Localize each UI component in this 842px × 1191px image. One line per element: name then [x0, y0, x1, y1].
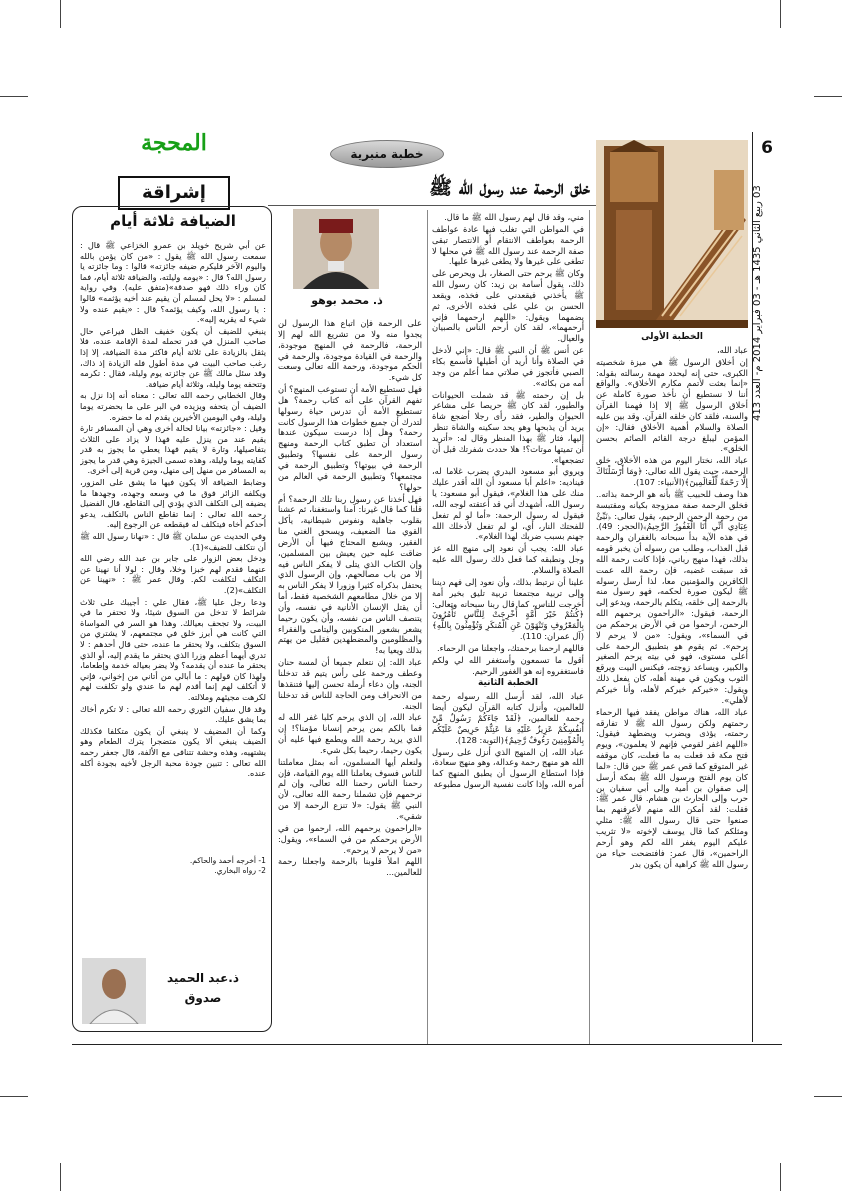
article-paragraph: على الرحمة فإن اتباع هذا الرسول لن يجدوا منه ولا من تشريع الله لهم إلا الرحمة، فالرحمة في المنهج موجودة، والرحمة في القيادة موجودة، والرحمة في الحكم موجودة، ورحمة الله تعالى وسعت كل شيء. — [278, 318, 422, 383]
column-name: إشراقة — [118, 176, 230, 210]
article-paragraph: هذا وصف للحبيب ﷺ بأنه هو الرحمة بذاته.. فخلق الرحمة صفة ممزوجة بكيانه ومقتبسة من رحمة الرحمن الرحيم، يقول تعالى: ﴿نَبِّئْ عِبَادِي أَنِّي أَنَا الْغَفُورُ الرَّحِيمُ﴾(الحجر: 49). في هذه الآية بدأ سبحانه بالغفران والرحمة قبل العذاب، وطلب من رسوله أن يخبر قومه بذلك، فهذا منهج رباني، فإذا كانت رحمة الله قد سبقت غضبه، فإن رحمة الله عمت الكافرين والمؤمنين معا، لذا أرسل رسوله ﷺ ليكون صورة لحكمه، فهو رسول منه بالرحمة إلى خلقه، يتكلم بالرحمة، ويدعو إلى الرحمة، فيقول: «الراحمون يرحمهم الله الرحمن، ارحموا من في الأرض يرحمكم من في السماء»، ويقول: «من لا يرحم لا يرحم». ثم يقوم هو بتطبيق الرحمة على أعلى مستوى، فهو في بيته يرحم الصغير والكبير، ويساعد زوجته، فيكنس البيت ويرقع الثوب ويكون في مهنة أهله، كان يفعل ذلك ويقول: «خيركم خيركم لأهله، وأنا خيركم لأهلي». — [596, 488, 748, 705]
sidebar-paragraph: وفي الحديث عن سلمان ﷺ قال : «نهانا رسول الله ﷺ أن نتكلف للضيف»(1). — [80, 531, 266, 552]
crop-mark — [60, 1163, 61, 1191]
article-paragraph: فهل تستطيع الأمة أن تستوعب المنهج؟ أن تفهم القرآن على أنه كتاب رحمة؟ هل تستطيع الأمة أن تدرس حياة رسولها لتدرك أن جميع خطوات هذا الرسول كانت رحمة؟ وهل إذا درست سيكون عندها استعداد أن تطبق كتاب الرحمة ومنهج رسول الرحمة على نفسها؟ وتطبيق الرحمة في بيوتها؟ وتطبيق الرحمة في مجتمعها؟ وتطبيق الرحمة في العالم من حولها؟ — [278, 384, 422, 492]
magazine-name: المحجة — [141, 130, 207, 156]
sidebar-paragraph: ودعا رجل عليا ﷺ، فقال علي : أجيبك على ثلاث شرائط لا تدخل من السوق شيئا، ولا تحتفر ما في البيت، ولا تجحف بعيالك. وهذا هو السر في المواساة التي كانت هي أبرز خلق في مجتمعهم، لا يشتري من السوق بتكلف، ولا يحتقر ما عنده، حتى قال أحدهم : لا تدري أيهما أعظم وزرا الذي يحتقر ما يقدم إليه، أو الذي يحتقر ما عنده أن يقدمه؟ ولا يضر بعياله خدمة وإطعاما، ولهذا كان قولهم : ما أبالي من أتاني من إخواني، فإني لا أتكلف لهم إنما أقدم لهم ما عندي ولو تكلفت لهم لكرهت مجيئهم وملالته. — [80, 596, 266, 702]
article-column-3 — [278, 318, 422, 1042]
article-paragraph: عباد الله، هناك مواطن يفقد فيها الرحماء رحمتهم ولكن رسول الله ﷺ لا تفارقه رحمته، يؤذى ويضرب ويضطهد فيقول: «اللهم اغفر لقومي فإنهم لا يعلمون»، ويوم فتح مكة قد فعلت به ما فعلت، كان موقفه غير المتوقع كما قص عمر ﷺ حين قال: «لما كان يوم الفتح ورسول الله ﷺ بمكة أرسل إلى صفوان بن أمية وإلى أبي سفيان بن حرب وإلى الحارث بن هشام. قال عمر ﷺ: فقلت: لقد أمكن الله منهم لأعرفنهم بما صنعوا حتى قال رسول الله ﷺ: مثلي ومثلكم كما قال يوسف لإخوته «لا تثريب عليكم اليوم يغفر الله لكم وهو أرحم الراحمين»، قال عمر: فافتضحت حياء من رسول الله ﷺ كراهية أن يكون بدر — [596, 706, 748, 869]
article-paragraph: عباد الله، لقد أرسل الله رسوله رحمة للعالمين، وأنزل كتابه القرآن ليكون أيضا رحمة للعالمين، ﴿لَقَدْ جَاءَكُمْ رَسُولٌ مِّنْ أَنفُسِكُمْ عَزِيزٌ عَلَيْهِ مَا عَنِتُّمْ حَرِيصٌ عَلَيْكُم بِالْمُؤْمِنِينَ رَءُوفٌ رَّحِيمٌ﴾(التوبة: 128). — [432, 691, 584, 745]
article-paragraph: عباد الله: يجب أن نعود إلى منهج الله عز وجل ونطبقه كما فعل ذلك رسول الله عليه الصلاة والسلام. — [432, 543, 584, 575]
minbar-image — [596, 140, 748, 328]
article-paragraph: وكان ﷺ يرحم حتى الصغار، بل ويحرص على ذلك، يقول أسامة بن زيد: كان رسول الله ﷺ يأخذني فيقعدني على فخذه، ويقعد الحسن بن علي على فخذه الأخرى، ثم يضمهما ويقول: «اللهم ارحمهما فإني أرحمهما»، لقد كان أرحم الناس بالصبيان والعيال. — [432, 268, 584, 344]
article-paragraph: أقول ما تسمعون وأستغفر الله لي ولكم فاستغفروه إنه هو الغفور الرحيم. — [432, 654, 584, 676]
article-paragraph: بل إن رحمته ﷺ قد شملت الحيوانات والطيور، لقد كان ﷺ حريصا على مشاعر الحيوان والطير، فقد رأى رجلا أضجع شاة يريد أن يذبحها وهو يحد سكينه والشاة تنظر إليها، فثار ﷺ بهذا المنظر وقال له: «أتريد أن تميتها موتات؟! هلا حددت شفرتك قبل أن تضجعها». — [432, 389, 584, 465]
article-paragraph: ولنعلم أيها المسلمون، أنه بمثل معاملتنا للناس فسوف يعاملنا الله يوم القيامة، فإن رحمنا الناس رحمنا الله تعالى، وإن لم نرحمهم فإن تشملنا رحمة الله تعالى، لأن النبي ﷺ يقول: «لا تنزع الرحمة إلا من شقي». — [278, 756, 422, 821]
article-paragraph: ويروي أبو مسعود البدري يضرب غلاما له، فيناديه: «اعلم أبا مسعود أن الله أقدر عليك منك على هذا الغلام»، فيقول أبو مسعود: يا رسول الله، أشهدك أني قد أعتقته لوجه الله، فيقول له رسول الرحمة: «أما لو لم تفعل للفحتك النار، أي، لو لم تفعل لأدخلك الله جهنم بسبب ضربك لهذا الغلام». — [432, 466, 584, 542]
article-paragraph: فهل أخذنا عن رسول ربنا تلك الرحمة؟ أم قلنا كما قال غيرنا: آمنا واستغفنا، ثم عشنا بقلوب جاهلية ونفوس شيطانية، يأكل القوي منا الضعيف، ويسحق الغني منا الفقير، ويشبع المحتاج فيها أن الأرض ضاقت عليه حين يعيش بين المسلمين، وإن الكتاب الذي يتلى لا يفكر الناس فيه إلا من باب مصالحهم، وإن الرسول الذي يحتفل بذكراه كثيرا وزورا لا يفكر الناس به إلا من خلال مطامعهم الشخصية فقط، أما أن يقتل الإنسان الأنانية في نفسه، وأن يتنصف الناس من نفسه، وأن يكون رحيما يشعر بشعور المنكوبين واليتامى والفقراء والمظلومين والمضطهدين فقليل من يهتم بذلك ويعيا به! — [278, 493, 422, 656]
page-number: 6 — [761, 138, 773, 158]
crop-mark — [814, 96, 842, 97]
sidebar-paragraph: وقال الخطابي رحمه الله تعالى : معناه أنه إذا نزل به الضيف أن يتحفه ويزيده في البر على ما بحضرته يوما وليلة، وفي اليومين الأخيرين يقدم له ما حضره. — [80, 390, 266, 422]
sidebar-paragraph: وكما أن المضيف لا ينبغي أن يكون متكلفا فكذلك الضيف ينبغي ألا يكون متضجرا يترك الطعام وهو يشتهيه، وهذه وحشة تتنافى مع الألفة، قال جعفر رحمه الله تعالى : تتبين جودة محبة الرجل لأخيه بجودة أكله عنده. — [80, 725, 266, 779]
article-paragraph: في المواطن التي تغلب فيها عادة عواطف الرحمة بعواطف الانتقام أو الانتصار تبقى صفة الرحمة عند رسول الله ﷺ في محلها لا تطغى على غيرها ولا يطغى غيرها عليها. — [432, 223, 584, 267]
article-paragraph: علينا أن نرتبط بذلك، وأن نعود إلى فهم ديننا وإلى تربية مجتمعنا تربية تليق بخير أمة أخرجت للناس، كما قال ربنا سبحانه وتعالى: ﴿كُنتُمْ خَيْرَ أُمَّةٍ أُخْرِجَتْ لِلنَّاسِ تَأْمُرُونَ بِالْمَعْرُوفِ وَتَنْهَوْنَ عَنِ الْمُنكَرِ وَتُؤْمِنُونَ بِاللَّهِ﴾(آل عمران: 110). — [432, 576, 584, 642]
article-subheading: الخطبة الأولى — [641, 332, 703, 342]
sidebar-footnotes — [80, 856, 266, 876]
sidebar-paragraph: ينبغي للضيف أن يكون خفيف الظل فيراعي حال صاحب المنزل في قدر تحمله لمدة الإقامة عنده، فلا يثقل بالزيادة على ثلاثة أيام فاكثر مدة الضيافة، إلا إذا رغب صاحب البيت في مدة أطول فله الزيادة إذ ذاك، وقد سئل مالك ﷺ عن جائزته يوم وليلة، فقال : تكرمه وتتحفه يوما وليلة، وثلاثة أيام ضيافة. — [80, 325, 266, 389]
writer-name — [148, 968, 258, 1008]
article-title: خلق الرحمة عند رسول الله ﷺ — [429, 177, 590, 199]
sidebar-paragraph: ودخل بعض الزوار على جابر بن عبد الله رضي الله عنهما فقدم لهم خبزا وخلا، وقال : لولا أنا نهينا عن التكلف لتكلفت لكم. وقال عمر ﷺ : «نهينا عن التكلف»(2). — [80, 553, 266, 595]
crop-mark — [780, 1163, 781, 1191]
article-column-1 — [596, 330, 748, 1042]
issue-date-line: 03 ربيع الثاني 1435 هـ - 03 فبراير 2014 م- العدد 413 — [752, 185, 763, 421]
section-badge: خطبة منبرية — [330, 140, 444, 168]
sidebar-body — [80, 240, 266, 852]
writer-photo — [82, 958, 146, 1024]
sidebar-title: الضيافة ثلاثة أيام — [110, 212, 236, 230]
crop-mark — [60, 0, 61, 28]
article-paragraph: عباد الله، — [716, 344, 748, 355]
article-paragraph: عباد الله، إن المنهج الذي أنزل على رسول الله هو منهج رحمة وعدالة، وهو منهج سعادة، فإذا استطاع الرسول أن يطبق المنهج كما أمره الله، وإذا كانت نفسية الرسول مطبوعة — [432, 746, 584, 790]
article-paragraph: مني، وقد قال لهم رسول الله ﷺ ما قال. — [444, 212, 584, 222]
title-rule — [268, 205, 596, 206]
article-paragraph: عباد الله، نختار اليوم من هذه الأخلاق، خلق الرحمة، حيث يقول الله تعالى: ﴿ومَا أَرْسَلْنَاكَ إِلَّا رَحْمَةً لِّلْعَالَمِينَ﴾(الأنبياء: 107). — [596, 455, 748, 487]
article-paragraph: عن أنس ﷺ أن النبي ﷺ قال: «إني لأدخل في الصلاة وأنا أريد أن أطيلها فأسمع بكاء الصبي فأتجوز في صلاتي مما أعلم من وجد أمه من بكائه». — [432, 345, 584, 388]
crop-mark — [780, 0, 781, 28]
author-label: ذ. محمد بوهو — [311, 294, 383, 307]
author-portrait — [293, 209, 379, 289]
sidebar-paragraph: وقد قال سفيان الثوري رحمه الله تعالى : لا تكرم أخاك بما يشق عليك. — [80, 703, 266, 725]
article-paragraph: إن أخلاق الرسول ﷺ هي ميزة شخصيته الكبرى، حتى إنه ليحدد مهمة رسالته بقوله: «إنما بعثت لأتمم مكارم الأخلاق». والواقع أننا لا نستطيع أن نأخذ صورة كاملة عن أخلاق الرسول ﷺ إلا إذا فهمنا القرآن والسنة، فلقد كان خلقه القرآن. وقد بين عليه الصلاة والسلام أهمية الأخلاق فقال: «إن المؤمن ليبلغ درجة القائم الصائم بحسن الخلق». — [596, 356, 748, 454]
article-paragraph: عباد الله: إن نتعلم جميعا أن لمسة حنان وعطف ورحمة على رأس يتيم قد تدخلنا الجنة، وإن دعاء أرملة تحسن إليها فتنقذها من الانحراف ومن الحاجة للناس قد تدخلنا الجنة. — [278, 657, 422, 711]
footnote: 2- رواه البخاري. — [214, 866, 266, 875]
crop-mark — [0, 96, 28, 97]
article-paragraph: اللهم املأ قلوبنا بالرحمة واجعلنا رحمة للعالمين... — [278, 856, 422, 878]
column-divider — [589, 210, 590, 1044]
article-paragraph: «الراحمون يرحمهم الله، ارحموا من في الأرض يرحمكم من في السماء»، ويقول: «من لا يرحم لا يرحم». — [278, 822, 422, 855]
article-subheading: الخطبة الثانية — [477, 678, 538, 689]
crop-mark — [814, 1096, 842, 1097]
footnote: 1- أخرجه أحمد والحاكم. — [189, 856, 266, 865]
sidebar-paragraph: عن أبي شريح خويلد بن عمرو الخزاعي ﷺ قال : سمعت رسول الله ﷺ يقول : «من كان يؤمن بالله واليوم الآخر فليكرم ضيفه جائزته» قالوا : وما جائزته يا رسول الله؟ قال : «يومه وليلته، والضيافة ثلاثة أيام، فما كان وراء ذلك فهو صدقة»(متفق عليه). وفي رواية لمسلم : «لا يحل لمسلم أن يقيم عند أخيه يؤثمه» قالوا : يا رسول الله، وكيف يؤثمه؟ قال : «يقيم عنده ولا شيء له يقريه إليه». — [80, 240, 266, 325]
bottom-rule — [72, 1044, 782, 1045]
crop-mark — [0, 1096, 28, 1097]
writer-name-line: ذ.عبد الحميد — [166, 971, 240, 985]
article-paragraph: فاللهم ارحمنا برحمتك، واجعلنا من الرحماء. — [437, 642, 584, 653]
article-column-2 — [432, 212, 584, 1042]
column-divider — [427, 210, 428, 1044]
article-paragraph: عباد الله، إن الذي يرحم كلبا غفر الله له فما بالكم بمن يرحم إنسانا مؤمنا؟! إن الذي يريد رحمة الله ويطمع فيها عليه أن يكون رحيما، رحيما بكل شيء. — [278, 712, 422, 755]
sidebar-paragraph: وضابط الضيافة ألا يكون فيها ما يشق على المزور، ويكلفه الزائر فوق ما في وسعه وجهده، وجهدها ما يضيفه إلى التكلف الذي يؤدي إلى التقاطع، قال الفضيل رحمه الله تعالى : إنما تقاطع الناس بالتكلف، يدعو أحدكم أخاه فيتكلف له فيقطعه عن الرجوع إليه. — [80, 477, 266, 530]
sidebar-paragraph: وقيل : «جائزته» بيانا لحالة أخرى وهي أن المسافر تارة يقيم عند من ينزل عليه فهذا لا يزاد على الثلاث بتفاصيلها، وتارة لا يقيم فهذا يعطي ما يجوز به قدر كفايته يوما وليلة، وهذه تسمى الجيزة وهي قدر ما يجوز به المسافر من منهل إلى منهل، ومن قرية إلى أخرى. — [80, 423, 266, 476]
writer-name-line: صدوق — [184, 991, 222, 1005]
